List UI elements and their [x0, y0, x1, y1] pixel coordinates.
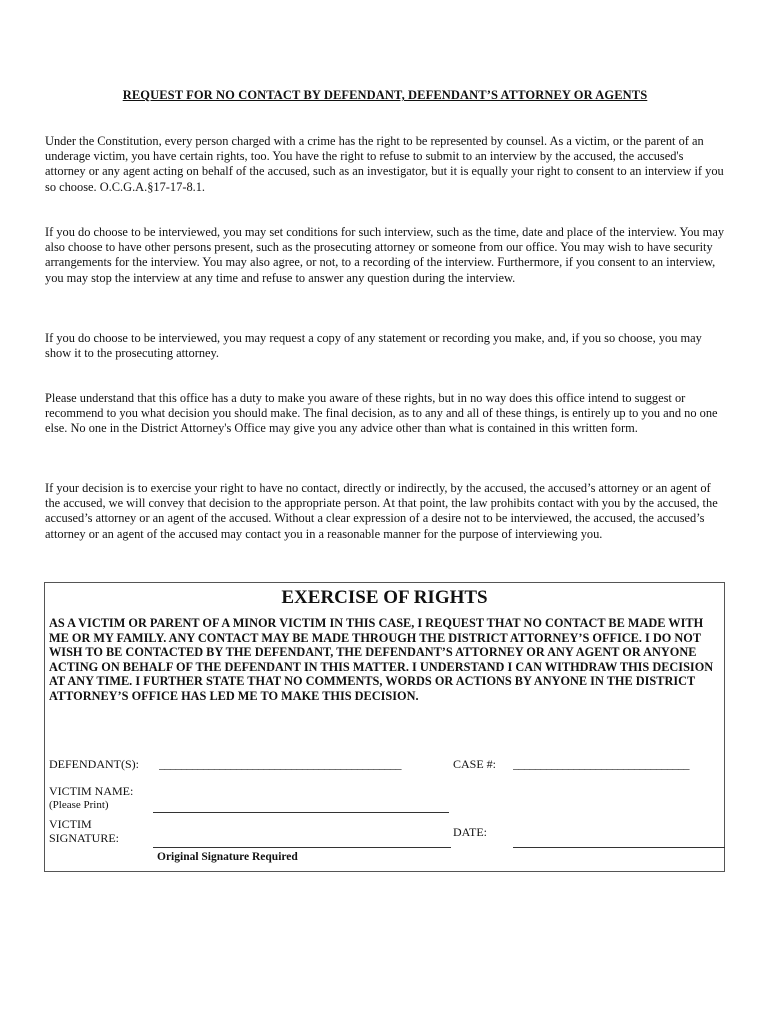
exercise-of-rights-box — [44, 582, 725, 872]
form-title: REQUEST FOR NO CONTACT BY DEFENDANT, DEFENDANT’S ATTORNEY OR AGENTS — [122, 88, 648, 102]
paragraph-constitution-rights: Under the Constitution, every person charged with a crime has the right to be represented by counsel. As a victim, or the parent of an underage victim, you have certain rights, too. You have the right to refuse to submit to an interview by the accused, the accused's attorney or any agent acting on behalf of the accused, such as an investigator, but it is equally your right to consent to an interview if you so choose. O.C.G.A.§17-17-8.1. — [45, 134, 724, 194]
paragraph-office-duty: Please understand that this office has a duty to make you aware of these rights, but in no way does this office intend to suggest or recommend to you what decision you should make. The final decision, as to any and all of these things, is entirely up to you and no one else. No one in the District Attorney's Office may give you any advice other than what is contained in this written form. — [45, 391, 718, 436]
case-number-label: CASE #: — [453, 757, 497, 771]
date-label: DATE: — [453, 825, 487, 839]
victim-name-label: VICTIM NAME: — [49, 784, 134, 798]
rights-statement: AS A VICTIM OR PARENT OF A MINOR VICTIM IN THIS CASE, I REQUEST THAT NO CONTACT BE MADE WITH ME OR MY FAMILY. ANY CONTACT MAY BE MADE THROUGH THE DISTRICT ATTORNEY’S OFFICE. I DO NOT WISH TO BE CONTACTED BY THE DEFENDANT, THE DEFENDANT’S ATTORNEY OR ANY AGENT OR ANYONE ACTING ON BEHALF OF THE DEFENDANT IN THIS MATTER. I UNDERSTAND I CAN WITHDRAW THIS DECISION AT ANY TIME. I FURTHER STATE THAT NO COMMENTS, WORDS OR ACTIONS BY ANYONE IN THE DISTRICT ATTORNEY’S OFFICE HAS LED ME TO MAKE THIS DECISION. — [49, 616, 714, 703]
defendants-label: DEFENDANT(S): — [49, 757, 139, 771]
case-number-field[interactable]: ________________________________ — [513, 757, 689, 771]
defendants-field[interactable]: ____________________________________________ — [159, 757, 401, 771]
victim-name-hint: (Please Print) — [49, 799, 109, 811]
victim-name-field[interactable] — [153, 812, 449, 813]
original-signature-note: Original Signature Required — [157, 851, 298, 863]
victim-signature-label-line1: VICTIM — [49, 817, 92, 831]
date-field[interactable] — [513, 847, 725, 848]
paragraph-interview-conditions: If you do choose to be interviewed, you may set conditions for such interview, such as the time, date and place of the interview. You may also choose to have other persons present, such as the prosecuting attorney or someone from our office. You may wish to have security arrangements for the interview. You may also agree, or not, to a recording of the interview. Furthermore, if you consent to an interview, you may stop the interview at any time and refuse to answer any question during the interview. — [45, 225, 725, 285]
exercise-of-rights-heading: EXERCISE OF RIGHTS — [281, 587, 488, 608]
victim-signature-label-line2: SIGNATURE: — [49, 831, 120, 845]
paragraph-no-contact-decision: If your decision is to exercise your right to have no contact, directly or indirectly, by the accused, the accused’s attorney or an agent of the accused, we will convey that decision to the appropriate person. At that point, the law prohibits contact with you by the accused, the accused’s attorney or an agent of the accused. Without a clear expression of a desire not to be interviewed, the accused, the accused’s attorney or an agent of the accused may contact you in a reasonable manner for the purpose of interviewing you. — [45, 481, 718, 541]
victim-signature-field[interactable] — [153, 847, 451, 848]
paragraph-statement-copy: If you do choose to be interviewed, you may request a copy of any statement or recording you make, and, if you so choose, you may show it to the prosecuting attorney. — [45, 331, 702, 361]
